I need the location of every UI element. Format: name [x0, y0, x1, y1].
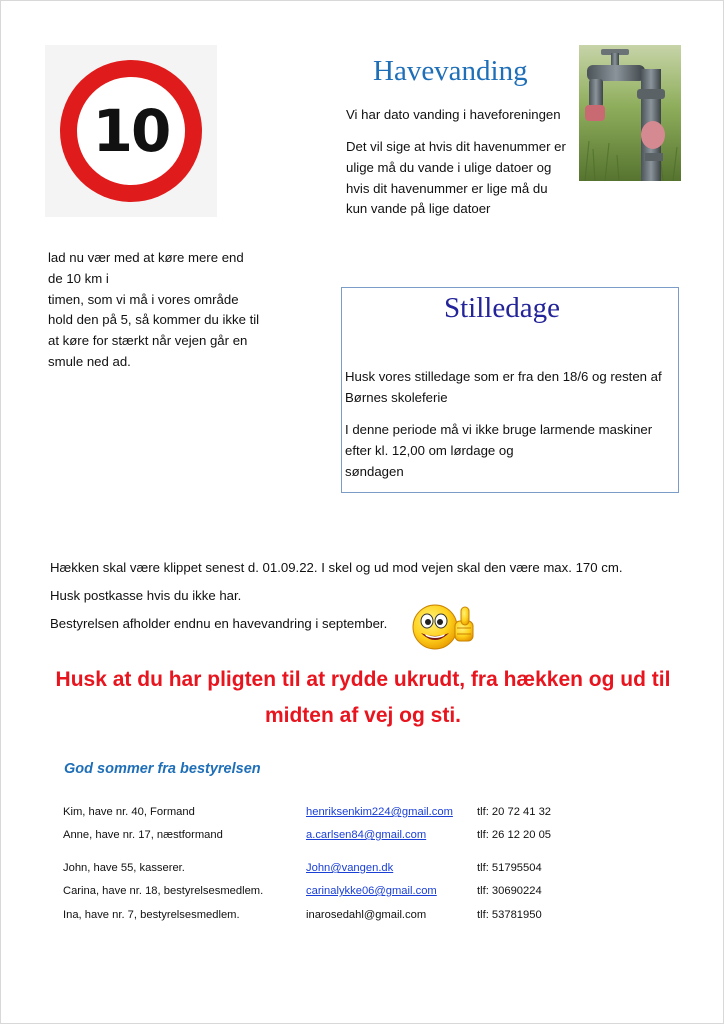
- text-line: Børnes skoleferie: [345, 389, 448, 405]
- speed-limit-sign-icon: [45, 45, 217, 217]
- thumbs-up-smiley-icon: [411, 601, 477, 653]
- havevanding-intro: Vi har dato vanding i haveforeningen: [346, 107, 561, 122]
- stilledage-para1: [345, 367, 662, 409]
- garden-faucet-image: [579, 45, 681, 181]
- sign-red-ring: [60, 60, 202, 202]
- contact-phone: tlf: 20 72 41 32: [477, 806, 552, 818]
- contact-phone: tlf: 51795504: [477, 862, 542, 874]
- sign-number: 10: [77, 77, 185, 185]
- text-line: de 10 km i: [48, 270, 109, 286]
- contact-phone: tlf: 26 12 20 05: [477, 829, 552, 841]
- hedge-note: Hækken skal være klippet senest d. 01.09.22. I skel og ud mod vejen skal den være max. 170 cm.: [50, 560, 623, 575]
- contact-name: Carina, have nr. 18, bestyrelsesmedlem.: [63, 885, 264, 897]
- text-line: midten af vej og sti.: [264, 704, 462, 727]
- contact-phone: tlf: 30690224: [477, 885, 542, 897]
- weed-reminder: [21, 662, 705, 734]
- contact-row: [63, 909, 683, 927]
- havevanding-title: Havevanding: [373, 55, 528, 87]
- havevanding-text: [346, 137, 566, 220]
- text-line: Husk vores stilledage som er fra den 18/6 og resten af: [345, 369, 662, 384]
- stilledage-para2: [345, 420, 652, 482]
- text-line: kun vande på lige datoer: [346, 201, 491, 217]
- text-line: søndagen: [345, 463, 404, 479]
- contact-email-link[interactable]: carinalykke06@gmail.com: [306, 885, 437, 897]
- garden-walk-note: Bestyrelsen afholder endnu en havevandring i september.: [50, 616, 388, 631]
- contact-row: [63, 862, 683, 880]
- contact-email-link[interactable]: henriksenkim224@gmail.com: [306, 806, 453, 818]
- contact-email-link[interactable]: a.carlsen84@gmail.com: [306, 829, 427, 841]
- contact-email-link[interactable]: John@vangen.dk: [306, 862, 394, 874]
- contact-email: inarosedahl@gmail.com: [306, 909, 427, 921]
- contact-name: Kim, have nr. 40, Formand: [63, 806, 195, 818]
- text-line: timen, som vi må i vores område: [48, 291, 239, 307]
- contact-row: [63, 829, 683, 847]
- text-line: at køre for stærkt når vejen går en: [48, 333, 248, 349]
- stilledage-box: [341, 287, 679, 493]
- speed-text: [48, 248, 259, 373]
- contact-row: [63, 885, 683, 903]
- contact-name: John, have 55, kasserer.: [63, 862, 185, 874]
- contact-phone: tlf: 53781950: [477, 909, 542, 921]
- text-line: smule ned ad.: [48, 353, 131, 369]
- text-line: ulige må du vande i ulige datoer og: [346, 159, 552, 175]
- text-line: I denne periode må vi ikke bruge larmende maskiner: [345, 422, 653, 437]
- stilledage-title: Stilledage: [444, 292, 560, 324]
- text-line: efter kl. 12,00 om lørdage og: [345, 442, 514, 458]
- text-line: hvis dit havenummer er lige må du: [346, 180, 548, 196]
- contact-name: Ina, have nr. 7, bestyrelsesmedlem.: [63, 909, 240, 921]
- text-line: lad nu vær med at køre mere end: [48, 250, 244, 265]
- mailbox-note: Husk postkasse hvis du ikke har.: [50, 588, 242, 603]
- text-line: Det vil sige at hvis dit havenummer er: [346, 139, 566, 154]
- contact-name: Anne, have nr. 17, næstformand: [63, 829, 223, 841]
- contact-row: [63, 806, 683, 824]
- text-line: hold den på 5, så kommer du ikke til: [48, 312, 260, 328]
- text-line: Husk at du har pligten til at rydde ukrudt, fra hækken og ud til: [55, 668, 671, 691]
- greeting: God sommer fra bestyrelsen: [64, 761, 261, 777]
